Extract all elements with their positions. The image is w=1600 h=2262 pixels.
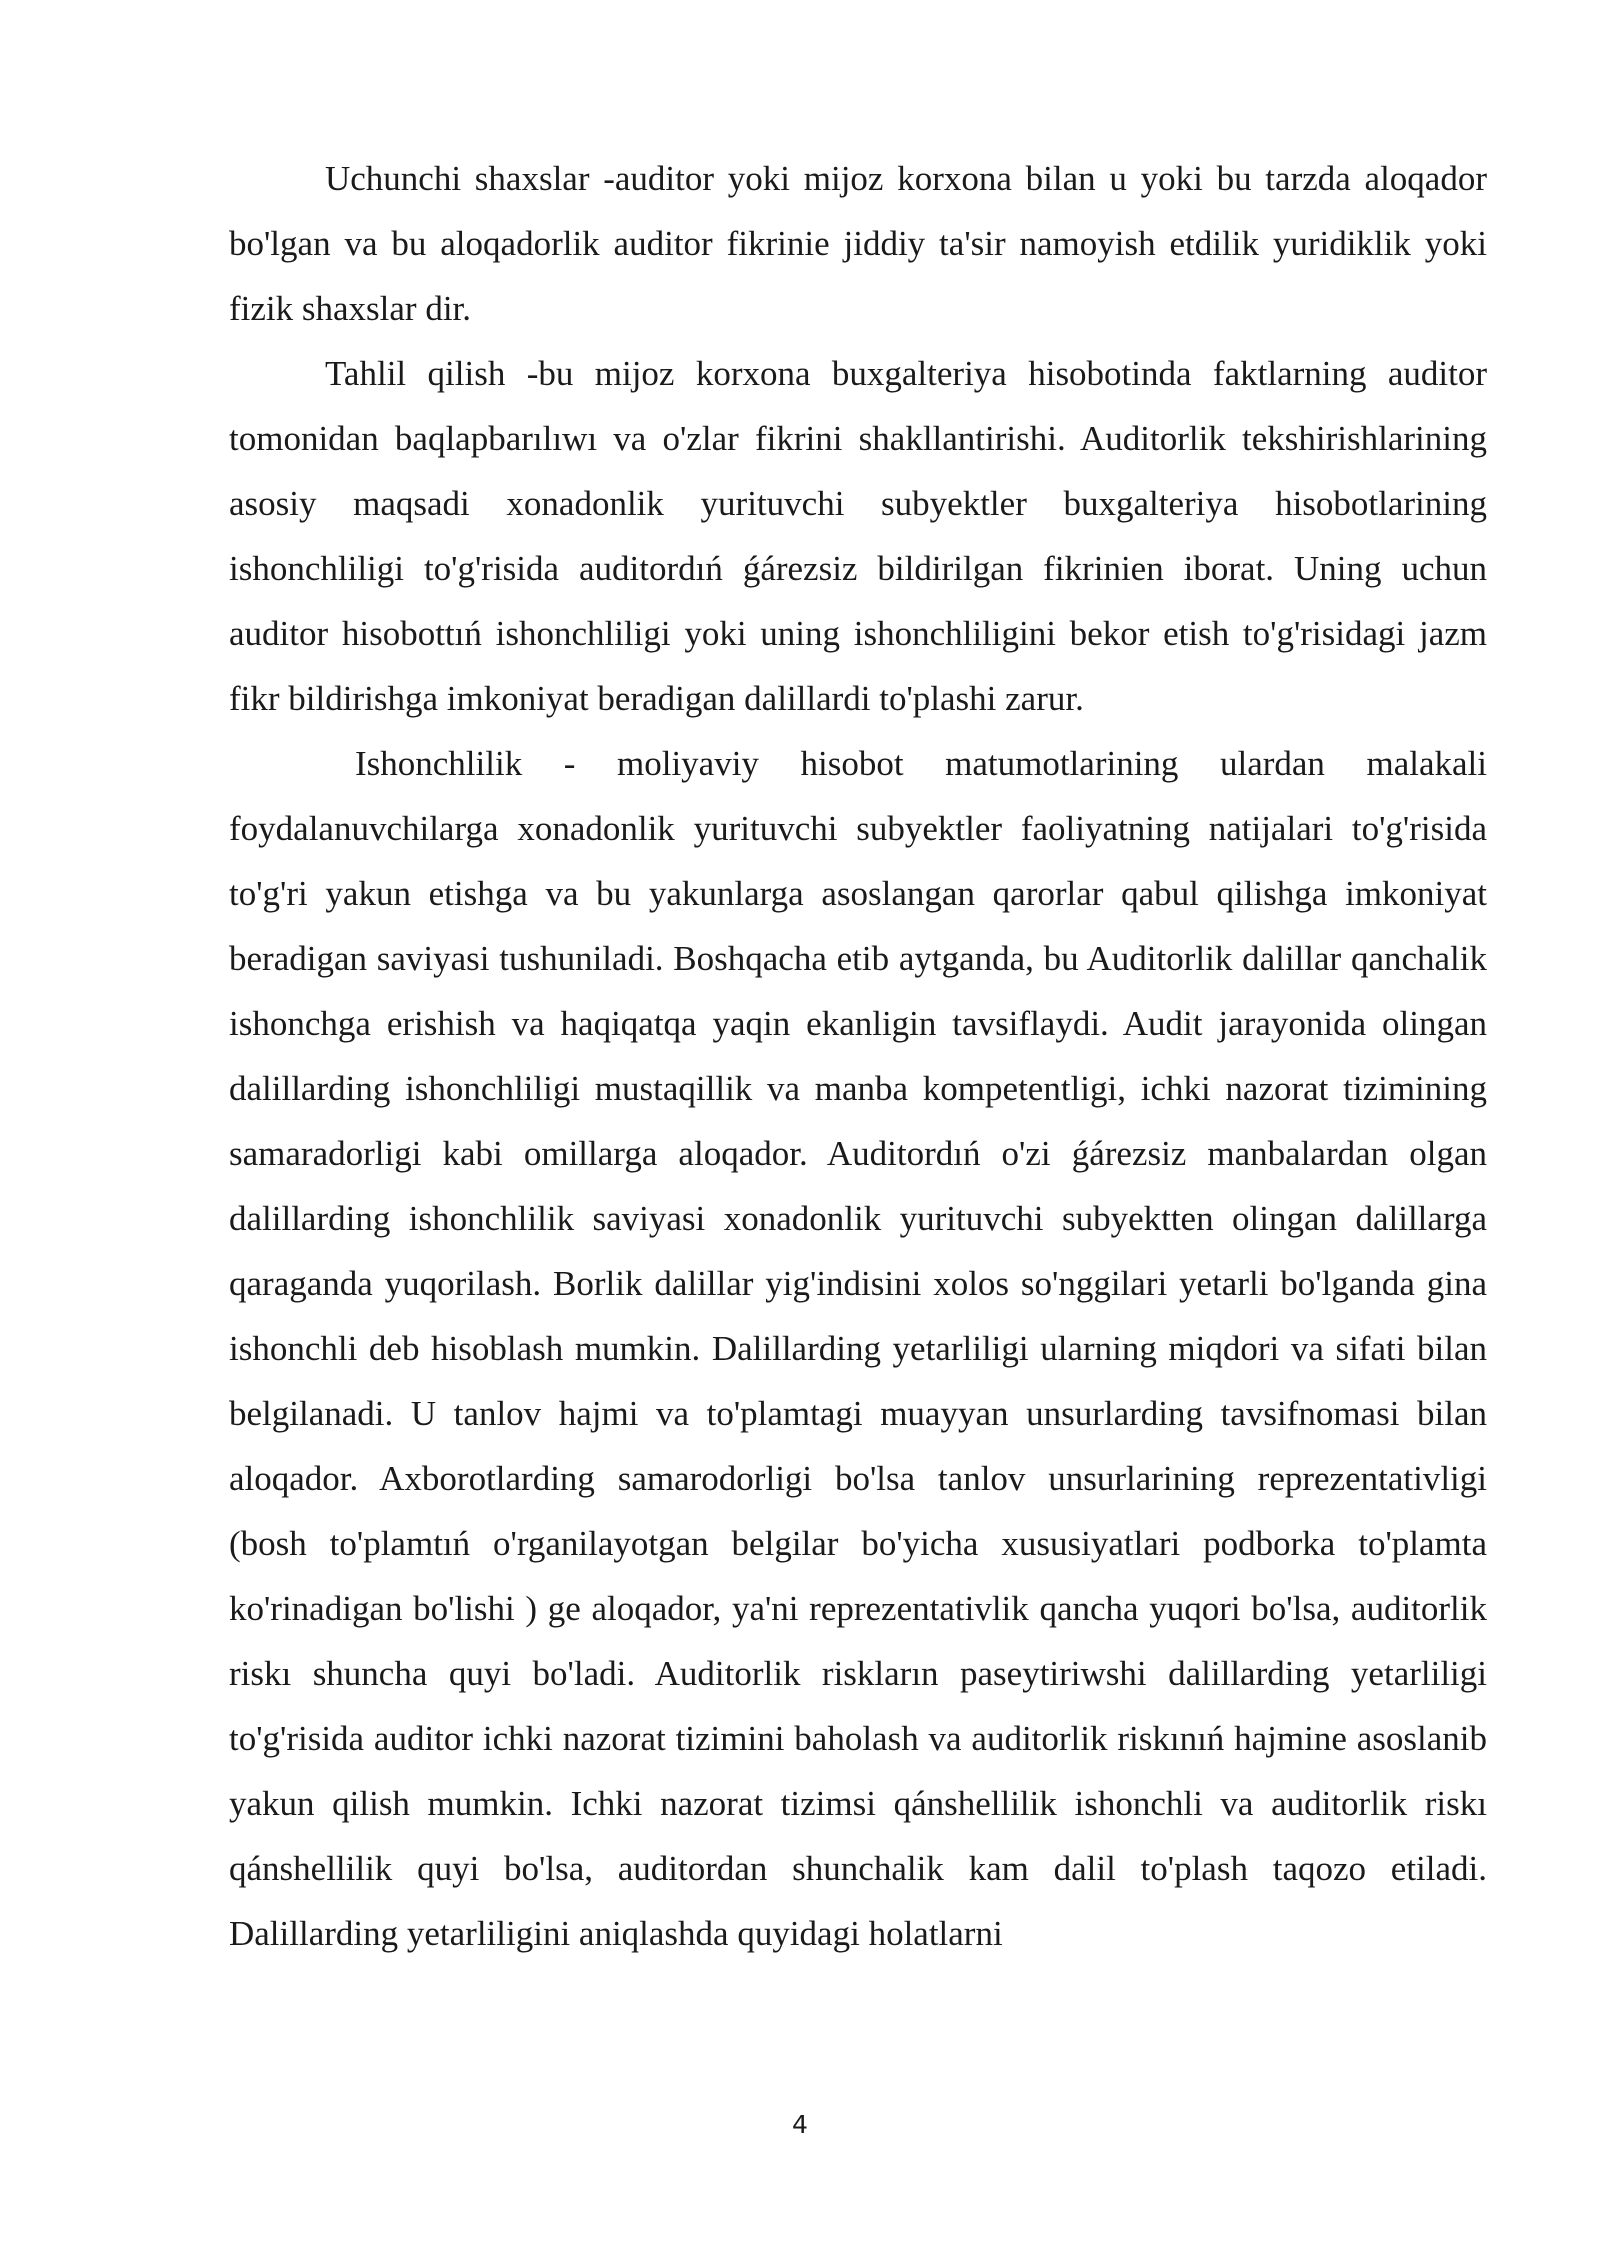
page-number: 4	[792, 2110, 808, 2139]
paragraph-third-parties: Uchunchi shaxslar -auditor yoki mijoz korxona bilan u yoki bu tarzda aloqador bo'lgan va bu aloqadorlik auditor fikrinie jiddiy ta'sir namoyish etdilik yuridiklik yoki fizik shaxslar dir.	[229, 159, 1487, 328]
paragraph-reliability: Ishonchlilik - moliyaviy hisobot matumotlarining ulardan malakali foydalanuvchilarga xonadonlik yurituvchi subyektler faoliyatning natijalari to'g'risida to'g'ri yakun etishga va bu yakunlarga asoslangan qarorlar qabul qilishga imkoniyat beradigan saviyasi tushuniladi. Boshqacha etib aytganda, bu Auditorlik dalillar qanchalik ishonchga erishish va haqiqatqa yaqin ekanligin tavsiflaydi. Audit jarayonida olingan dalillarding ishonchliligi mustaqillik va manba kompetentligi, ichki nazorat tizimining samaradorligi kabi omillarga aloqador. Auditordıń o'zi ǵárezsiz manbalardan olgan dalillarding ishonchlilik saviyasi xonadonlik yurituvchi subyektten olingan dalillarga qaraganda yuqorilash. Borlik dalillar yig'indisini xolos so'nggilari yetarli bo'lganda gina ishonchli deb hisoblash mumkin. Dalillarding yetarliligi ularning miqdori va sifati bilan belgilanadi. U tanlov hajmi va to'plamtagi muayyan unsurlarding tavsifnomasi bilan aloqador. Axborotlarding samarodorligi bo'lsa tanlov unsurlarining reprezentativligi (bosh to'plamtıń o'rganilayotgan belgilar bo'yicha xususiyatlari podborka to'plamta ko'rinadigan bo'lishi ) ge aloqador, ya'ni reprezentativlik qancha yuqori bo'lsa, auditorlik riskı shuncha quyi bo'ladi. Auditorlik riskların paseytiriwshi dalillarding yetarliligi to'g'risida auditor ichki nazorat tizimini baholash va auditorlik riskınıń hajmine asoslanib yakun qilish mumkin. Ichki nazorat tizimsi qánshellilik ishonchli va auditorlik riskı qánshellilik quyi bo'lsa, auditordan shunchalik kam dalil to'plash taqozo etiladi. Dalillarding yetarliligini aniqlashda quyidagi holatlarni	[229, 744, 1487, 1953]
paragraph-analysis: Tahlil qilish -bu mijoz korxona buxgalteriya hisobotinda faktlarning auditor tomonidan baqlapbarılıwı va o'zlar fikrini shakllantirishi. Auditorlik tekshirishlarining asosiy maqsadi xonadonlik yurituvchi subyektler buxgalteriya hisobotlarining ishonchliligi to'g'risida auditordıń ǵárezsiz bildirilgan fikrinien iborat. Uning uchun auditor hisobottıń ishonchliligi yoki uning ishonchliligini bekor etish to'g'risidagi jazm fikr bildirishga imkoniyat beradigan dalillardi to'plashi zarur.	[229, 354, 1487, 718]
document-body	[229, 146, 1487, 1966]
